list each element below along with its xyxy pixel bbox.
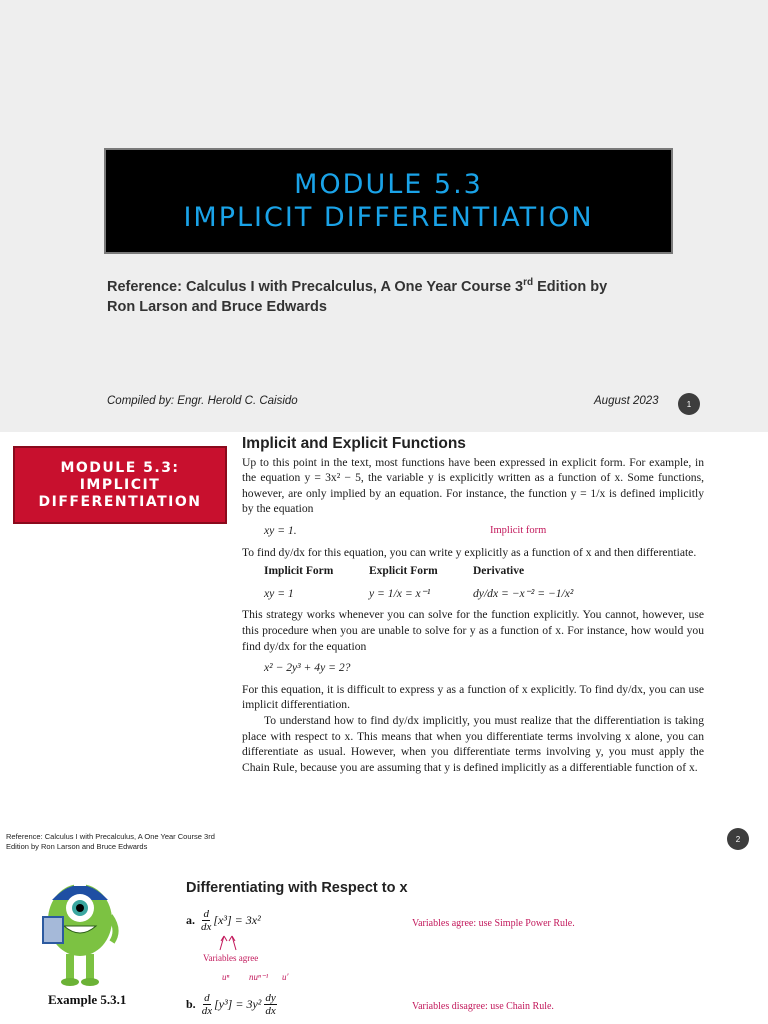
equation-xy: xy = 1.	[264, 523, 297, 537]
example-b	[186, 992, 277, 1017]
forms-table	[264, 564, 704, 601]
frac-denominator: dx	[201, 1005, 213, 1017]
module-label-line1: MODULE 5.3:	[60, 459, 180, 476]
example-b-note: Variables disagree: use Chain Rule.	[412, 1001, 554, 1012]
frac-denominator: dx	[265, 1005, 276, 1017]
frac-numerator: d	[203, 908, 209, 920]
frac-numerator: d	[204, 992, 210, 1004]
compiled-by: Compiled by: Engr. Herold C. Caisido	[107, 395, 298, 407]
module-subtitle: IMPLICIT DIFFERENTIATION	[183, 202, 594, 233]
example-label: Example 5.3.1	[48, 992, 127, 1007]
annotation-uprime: u′	[282, 972, 289, 982]
module-label-line3: DIFFERENTIATION	[38, 493, 202, 510]
equation-note: Implicit form	[490, 524, 547, 536]
reference-line1-end: Edition by	[533, 278, 608, 295]
header-explicit: Explicit Form	[369, 565, 438, 578]
reference-text	[107, 273, 687, 317]
arrow-icon	[214, 932, 244, 952]
module-label-box	[13, 446, 227, 524]
module-label-line2: IMPLICIT	[79, 476, 161, 493]
example-a-label: a.	[186, 913, 195, 927]
paragraph-3: This strategy works whenever you can solve for the function explicitly. You cannot, however, use this procedure when you are unable to solve for y as a function of x. For instance, how would you find dy/dx for the equation	[242, 608, 704, 653]
slide-3	[0, 864, 768, 1024]
example-a-expression: [x³] = 3x²	[213, 913, 261, 927]
dy-dx-fraction	[264, 992, 276, 1017]
paragraph-2: To find dy/dx for this equation, you can write y explicitly as a function of x and then differentiate.	[242, 545, 697, 559]
variables-agree-label: Variables agree	[203, 953, 259, 963]
cell-derivative: dy/dx = −x⁻² = −1/x²	[473, 586, 574, 600]
table-header	[264, 564, 704, 580]
slide-2	[0, 432, 768, 864]
page-number-badge: 2	[727, 828, 749, 850]
table-row	[264, 586, 704, 602]
paragraph-4: For this equation, it is difficult to express y as a function of x explicitly. To find dy/dx, you can use implicit differentiation.	[242, 682, 704, 712]
header-derivative: Derivative	[473, 565, 525, 578]
example-b-expression: [y³] = 3y²	[214, 997, 262, 1011]
module-title: MODULE 5.3	[294, 169, 483, 200]
mascot-illustration	[34, 870, 122, 990]
reference-line2: Ron Larson and Bruce Edwards	[107, 298, 327, 315]
cell-explicit: y = 1/x = x⁻¹	[369, 586, 431, 600]
reference-footnote: Reference: Calculus I with Precalculus, A One Year Course 3rd Edition by Ron Larson and Bruce Edwards	[6, 832, 215, 851]
frac-numerator: dy	[265, 992, 276, 1004]
slide-1	[0, 0, 768, 432]
equation-row	[264, 523, 704, 539]
example-b-label: b.	[186, 997, 196, 1011]
paragraph-1: Up to this point in the text, most functions have been expressed in explicit form. For example, in the equation y = 3x² − 5, the variable y is explicitly written as a function of x. Some functions, however, are only implied by an equation. For instance, the function y = 1/x is defined implicitly by the equation	[242, 455, 704, 516]
title-box	[104, 148, 673, 254]
example-a	[186, 908, 261, 933]
d-dx-fraction	[201, 908, 211, 933]
annotation-nu: nuⁿ⁻¹	[249, 972, 269, 982]
section-heading: Implicit and Explicit Functions	[242, 435, 466, 452]
date-label: August 2023	[594, 395, 659, 407]
cell-implicit: xy = 1	[264, 586, 294, 600]
paragraph-5: To understand how to find dy/dx implicitly, you must realize that the differentiation is taking place with respect to x. This means that when you differentiate terms involving x alone, you can differentiate as usual. However, when you differentiate terms involving y, you must apply the Chain Rule, because you are assuming that y is defined implicitly as a differentiable function of x.	[242, 713, 704, 774]
reference-line1: Reference: Calculus I with Precalculus, A One Year Course 3	[107, 278, 524, 295]
reference-sup: rd	[523, 277, 534, 288]
annotation-u: uⁿ	[222, 972, 230, 982]
example-a-note: Variables agree: use Simple Power Rule.	[412, 918, 575, 929]
d-dx-fraction	[202, 992, 212, 1017]
header-implicit: Implicit Form	[264, 565, 334, 578]
page-number-badge: 1	[678, 393, 700, 415]
section-heading: Differentiating with Respect to x	[186, 880, 408, 896]
equation-cubic: x² − 2y³ + 4y = 2?	[264, 661, 351, 675]
textbook-excerpt	[242, 436, 704, 775]
frac-denominator: dx	[201, 921, 212, 933]
